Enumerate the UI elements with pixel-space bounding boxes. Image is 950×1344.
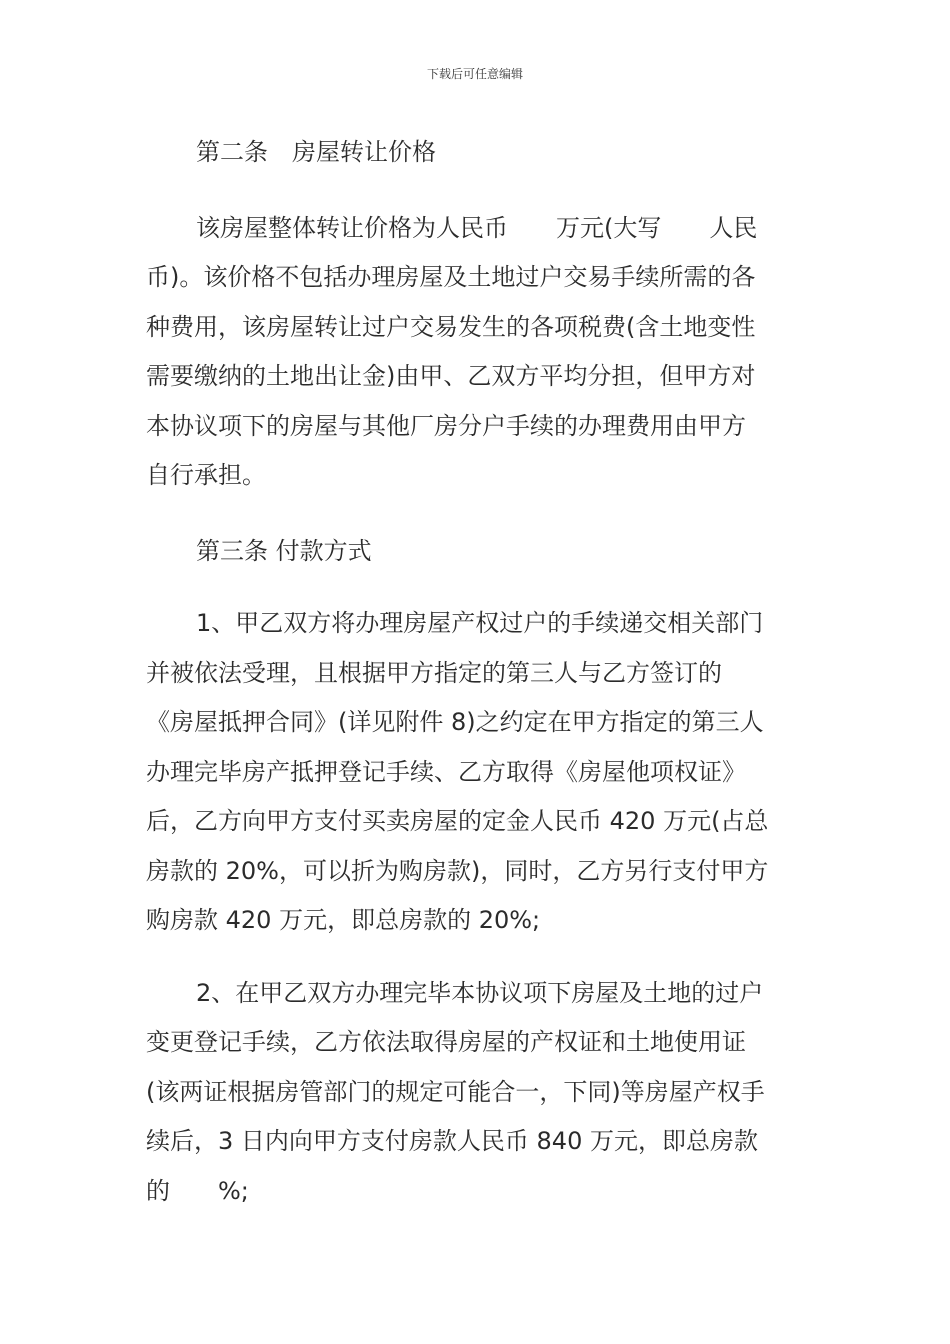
paragraph-line: 1、甲乙双方将办理房屋产权过户的手续递交相关部门	[196, 609, 764, 637]
article-3-heading: 第三条 付款方式	[196, 536, 372, 565]
paragraph-line: 并被依法受理，且根据甲方指定的第三人与乙方签订的	[146, 658, 722, 687]
payment-item-2	[146, 969, 806, 1217]
paragraph-line: 需要缴纳的土地出让金)由甲、乙双方平均分担，但甲方对	[146, 362, 756, 390]
payment-item-1	[146, 599, 806, 946]
paragraph-line: 该房屋整体转让价格为人民币 万元(大写 人民	[196, 213, 758, 242]
page-header-note: 下载后可任意编辑	[426, 67, 523, 81]
paragraph-line: 后，乙方向甲方支付买卖房屋的定金人民币 420 万元(占总	[146, 807, 769, 835]
paragraph-line: (该两证根据房管部门的规定可能合一，下同)等房屋产权手	[146, 1077, 765, 1106]
paragraph-line: 种费用，该房屋转让过户交易发生的各项税费(含土地变性	[146, 312, 756, 341]
paragraph-line: 2、在甲乙双方办理完毕本协议项下房屋及土地的过户	[196, 978, 764, 1007]
paragraph-line: 《房屋抵押合同》(详见附件 8)之约定在甲方指定的第三人	[146, 708, 764, 736]
paragraph-line: 续后，3 日内向甲方支付房款人民币 840 万元，即总房款	[146, 1127, 758, 1155]
paragraph-line: 自行承担。	[146, 461, 266, 489]
paragraph-line: 变更登记手续，乙方依法取得房屋的产权证和土地使用证	[146, 1028, 746, 1056]
paragraph-line: 房款的 20%，可以折为购房款)，同时，乙方另行支付甲方	[146, 856, 769, 885]
paragraph-line: 的 %;	[146, 1176, 249, 1205]
paragraph-line: 办理完毕房产抵押登记手续、乙方取得《房屋他项权证》	[146, 757, 746, 786]
article-2-heading: 第二条 房屋转让价格	[196, 138, 436, 166]
paragraph-line: 本协议项下的房屋与其他厂房分户手续的办理费用由甲方	[146, 411, 746, 440]
document-body	[146, 128, 806, 1216]
paragraph-line: 购房款 420 万元，即总房款的 20%;	[146, 906, 541, 934]
paragraph-line: 币)。该价格不包括办理房屋及土地过户交易手续所需的各	[146, 263, 756, 291]
article-2-paragraph	[146, 204, 806, 501]
